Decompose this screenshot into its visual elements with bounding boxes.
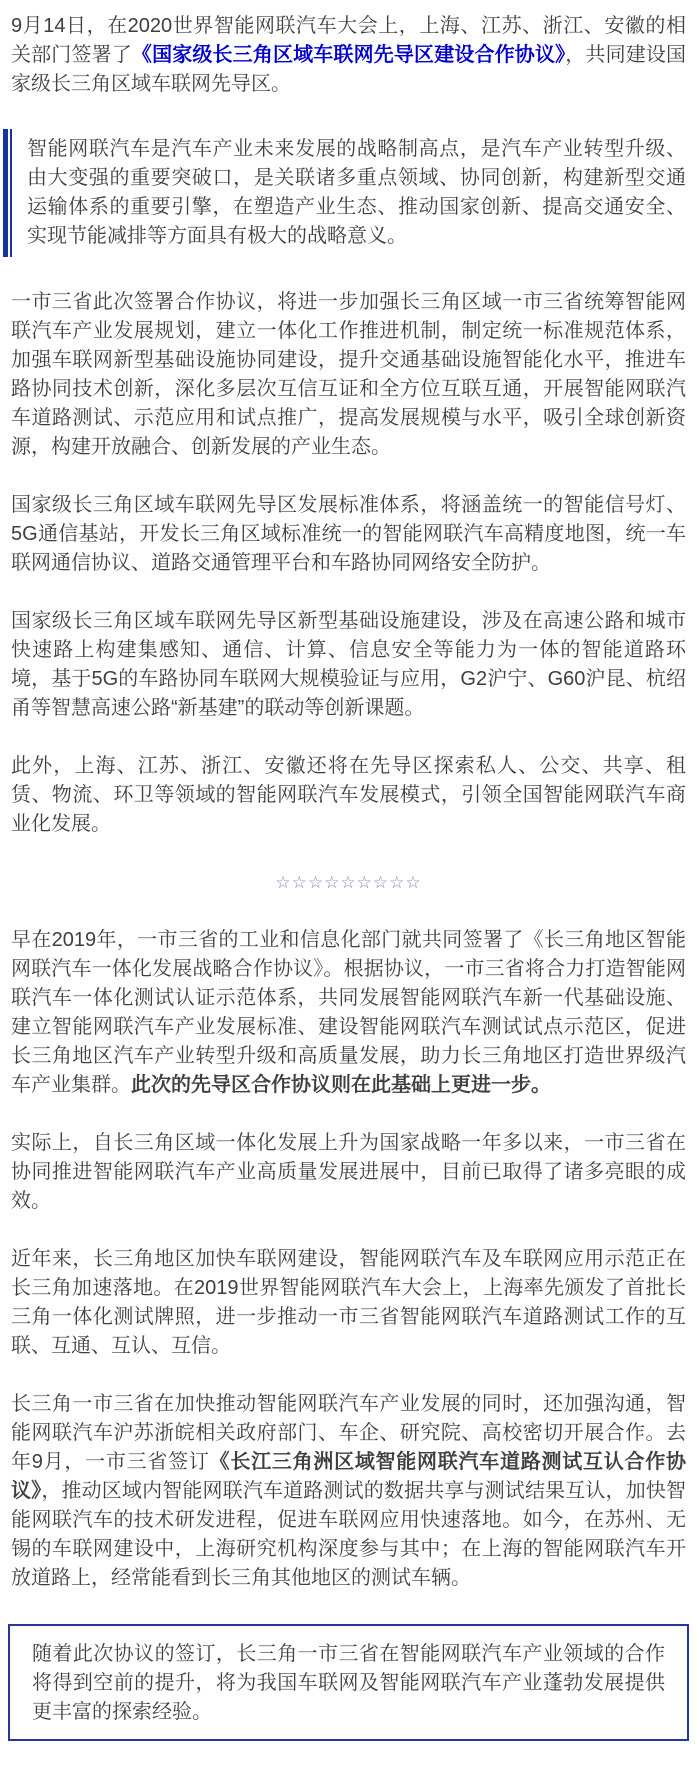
text-run: 此外，上海、江苏、浙江、安徽还将在先导区探索私人、公交、共享、租赁、物流、环卫等领域的智能网联汽车发展模式，引领全国智能网联汽车商业化发展。 [11,755,686,835]
quote-block [3,129,686,257]
paragraph [11,752,686,839]
star-separator: ☆☆☆☆☆☆☆☆☆ [275,873,422,892]
text-run: 实际上，自长三角区域一体化发展上升为国家战略一年多以来，一市三省在协同推进智能网联汽车产业高质量发展进展中，目前已取得了诸多亮眼的成效。 [11,1132,686,1212]
paragraph [11,288,686,462]
treaty-title-link: 《国家级长三角区域车联网先导区建设合作协议》 [131,44,566,66]
paragraph [11,607,686,723]
text-run: 早在2019年，一市三省的工业和信息化部门就共同签署了《长三角地区智能网联汽车一体化发展战略合作协议》。根据协议，一市三省将合力打造智能网联汽车一体化测试认证示范体系，共同发展智能网联汽车新一代基础设施、建立智能网联汽车产业发展标准、建设智能网联汽车测试试点示范区，促进长三角地区汽车产业转型升级和高质量发展，助力长三角地区打造世界级汽车产业集群。 [11,929,686,1096]
text-run: 随着此次协议的签订，长三角一市三省在智能网联汽车产业领域的合作将得到空前的提升，将为我国车联网及智能网联汽车产业蓬勃发展提供更丰富的探索经验。 [32,1643,665,1723]
paragraph [11,12,686,99]
text-run: ，共同建设国家级长三角区域车联网先导区。 [11,44,687,95]
paragraph [11,491,686,578]
bold-text-run: 此次的先导区合作协议则在此基础上更进一步。 [131,1074,551,1096]
paragraph [11,1390,686,1593]
text-run: 国家级长三角区域车联网先导区新型基础设施建设，涉及在高速公路和城市快速路上构建集感知、通信、计算、信息安全等能力为一体的智能道路环境，基于5G的车路协同车联网大规模验证与应用，G2沪宁、G60沪昆、杭绍甬等智慧高速公路“新基建”的联动等创新课题。 [11,610,686,719]
text-run: 近年来，长三角地区加快车联网建设，智能网联汽车及车联网应用示范正在长三角加速落地。在2019世界智能网联汽车大会上，上海率先颁发了首批长三角一体化测试牌照，进一步推动一市三省智能网联汽车道路测试工作的互联、互通、互认、互信。 [11,1248,686,1357]
text-run: 9月14日，在2020世界智能网联汽车大会上，上海、江苏、浙江、安徽的相关部门签署了 [11,15,686,66]
text-run: 一市三省此次签署合作协议，将进一步加强长三角区域一市三省统筹智能网联汽车产业发展规划，建立一体化工作推进机制，制定统一标准规范体系，加强车联网新型基础设施协同建设，提升交通基础设施智能化水平，推进车路协同技术创新，深化多层次互信互证和全方位互联互通，开展智能网联汽车道路测试、示范应用和试点推广，提高发展规模与水平，吸引全球创新资源，构建开放融合、创新发展的产业生态。 [11,291,686,458]
paragraph [11,1245,686,1361]
text-run: ，推动区域内智能网联汽车道路测试的数据共享与测试结果互认，加快智能网联汽车的技术研发进程，促进车联网应用快速落地。如今，在苏州、无锡的车联网建设中，上海研究机构深度参与其中；在上海的智能网联汽车开放道路上，经常能看到长三角其他地区的测试车辆。 [11,1480,687,1589]
bold-text-run: 《长江三角洲区域智能网联汽车道路测试互认合作协议》 [11,1451,687,1502]
text-run: 国家级长三角区域车联网先导区发展标准体系，将涵盖统一的智能信号灯、5G通信基站，开发长三角区域标准统一的智能网联汽车高精度地图，统一车联网通信协议、道路交通管理平台和车路协同网络安全防护。 [11,494,686,574]
quote-block-text [10,129,686,257]
text-run: 智能网联汽车是汽车产业未来发展的战略制高点，是汽车产业转型升级、由大变强的重要突破口，是关联诸多重点领域、协同创新，构建新型交通运输体系的重要引擎，在塑造产业生态、推动国家创新、提高交通安全、实现节能减排等方面具有极大的战略意义。 [27,138,686,247]
summary-box [8,1624,689,1741]
paragraph [11,1129,686,1216]
text-run: 长三角一市三省在加快推动智能网联汽车产业发展的同时，还加强沟通，智能网联汽车沪苏浙皖相关政府部门、车企、研究院、高校密切开展合作。去年9月，一市三省签订 [11,1393,686,1473]
paragraph [11,926,686,1100]
